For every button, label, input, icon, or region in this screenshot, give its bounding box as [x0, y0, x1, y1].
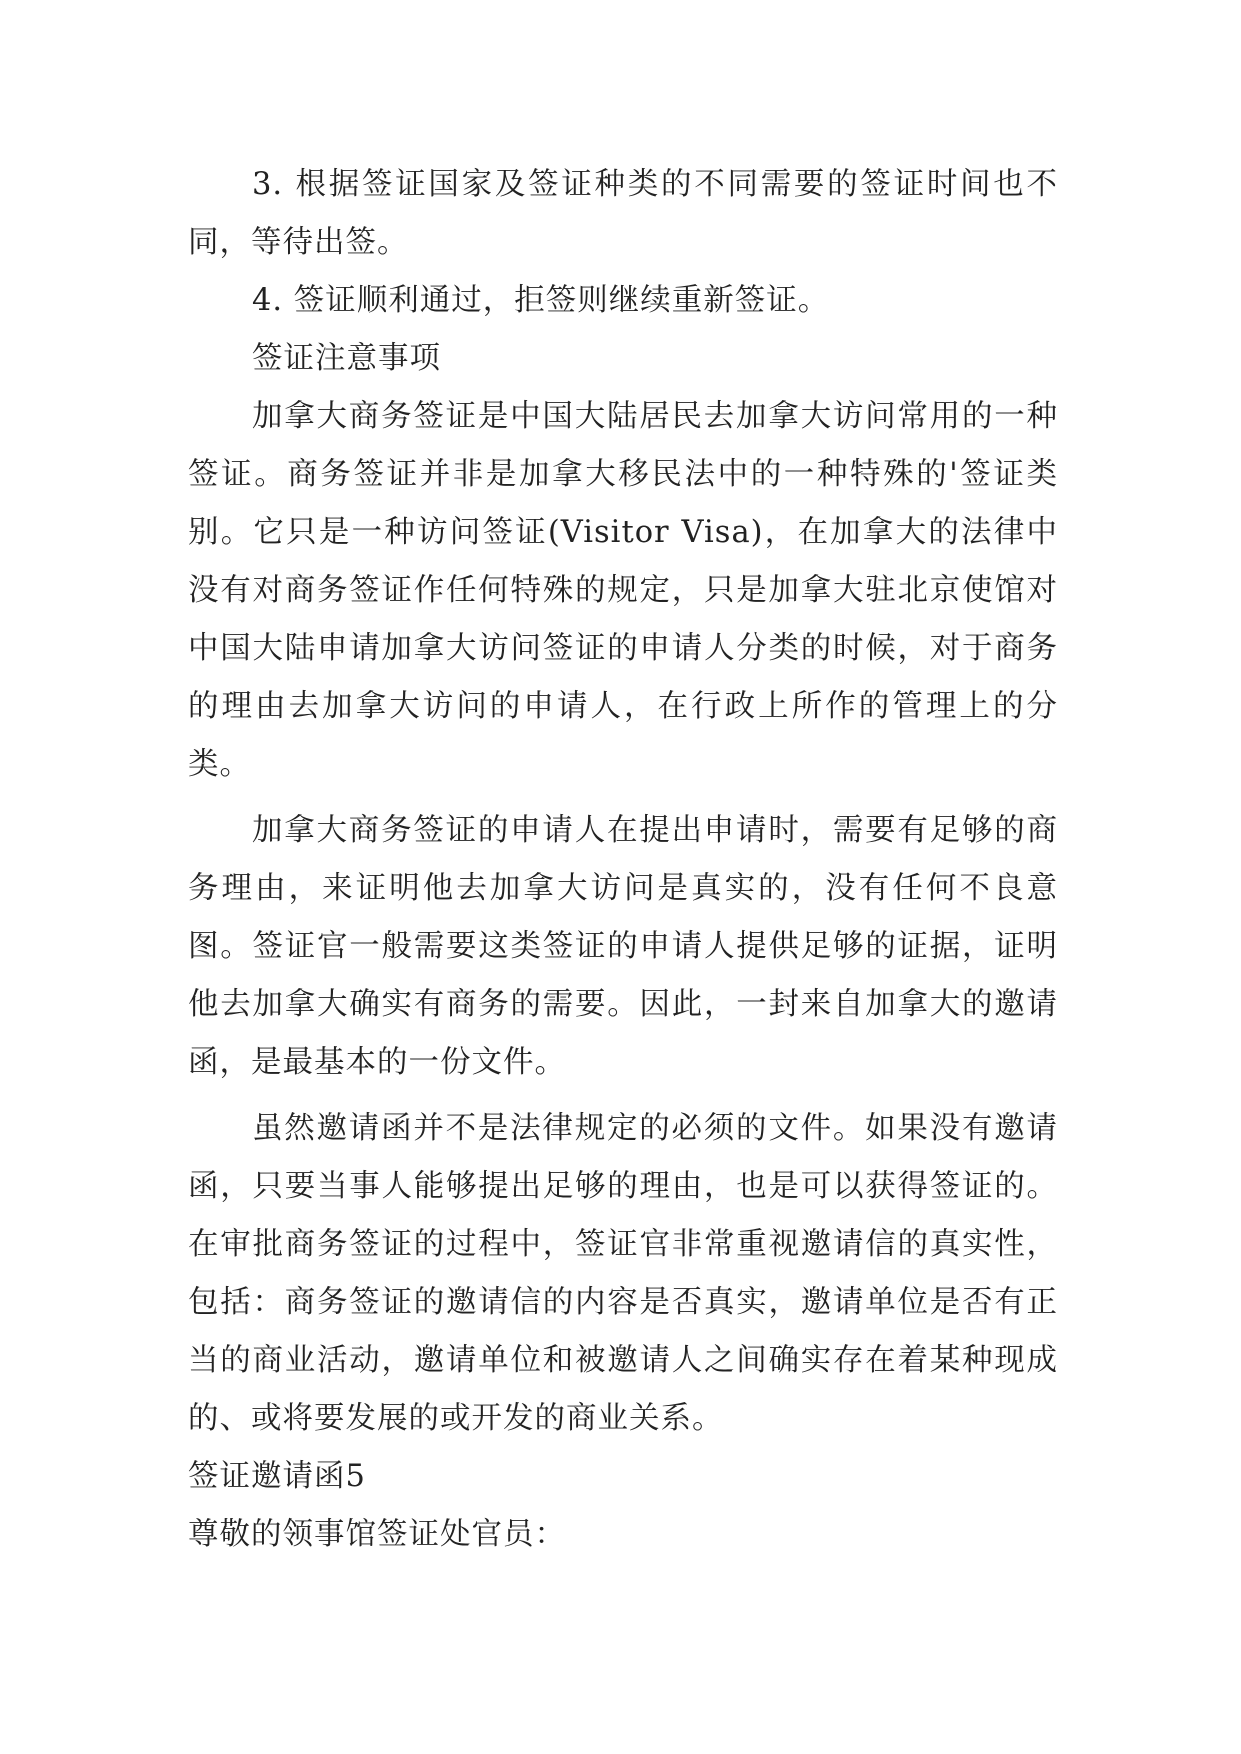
business-visa-paragraph: 加拿大商务签证是中国大陆居民去加拿大访问常用的一种签证。商务签证并非是加拿大移民法中的一种特殊的'签证类别。它只是一种访问签证(Visitor Visa)，在加拿大的法律中没有对商务签证作任何特殊的规定，只是加拿大驻北京使馆对中国大陆申请加拿大访问签证的申请人分类的时候，对于商务的理由去加拿大访问的申请人，在行政上所作的管理上的分类。 — [188, 399, 1058, 782]
section-title: 签证邀请函5 — [188, 1459, 366, 1494]
notes-heading: 签证注意事项 — [252, 341, 441, 376]
salutation: 尊敬的领事馆签证处官员： — [188, 1517, 566, 1552]
step-4-paragraph: 4. 签证顺利通过，拒签则继续重新签证。 — [252, 283, 830, 318]
step-3-paragraph: 3. 根据签证国家及签证种类的不同需要的签证时间也不同，等待出签。 — [188, 167, 1058, 260]
invitation-letter-paragraph: 虽然邀请函并不是法律规定的必须的文件。如果没有邀请函，只要当事人能够提出足够的理由，也是可以获得签证的。在审批商务签证的过程中，签证官非常重视邀请信的真实性，包括：商务签证的邀请信的内容是否真实，邀请单位是否有正当的商业活动，邀请单位和被邀请人之间确实存在着某种现成的、或将要发展的或开发的商业关系。 — [188, 1111, 1058, 1436]
applicant-reason-paragraph: 加拿大商务签证的申请人在提出申请时，需要有足够的商务理由，来证明他去加拿大访问是真实的，没有任何不良意图。签证官一般需要这类签证的申请人提供足够的证据，证明他去加拿大确实有商务的需要。因此，一封来自加拿大的邀请函，是最基本的一份文件。 — [188, 813, 1058, 1080]
document-body — [188, 156, 1058, 1564]
